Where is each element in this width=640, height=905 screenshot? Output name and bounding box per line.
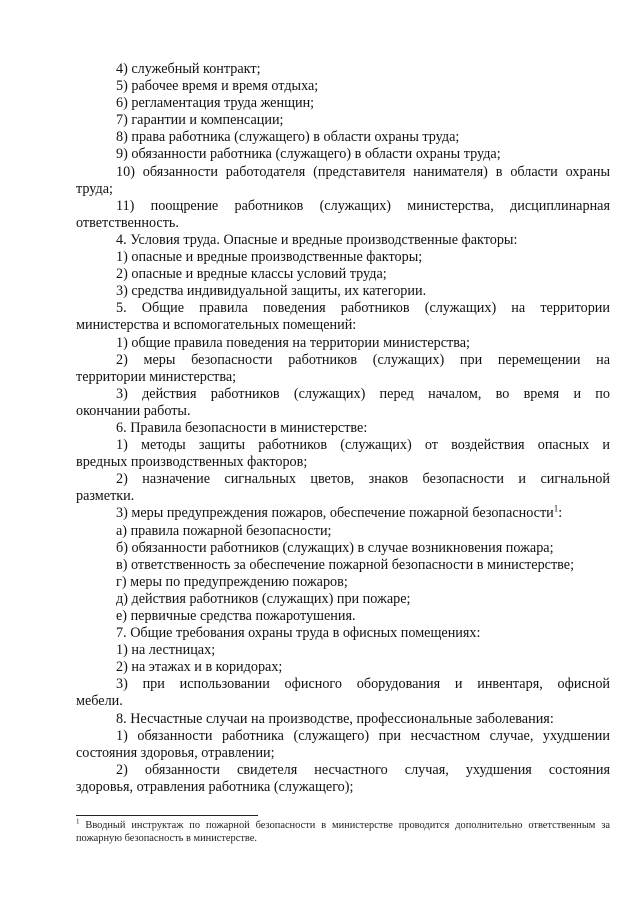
line-text: 5) рабочее время и время отдыха; bbox=[116, 78, 319, 95]
text-line bbox=[76, 249, 610, 266]
line-text: 10) обязанности работодателя (представителя нанимателя) в области охраны bbox=[116, 163, 610, 180]
line-text: разметки. bbox=[76, 488, 135, 505]
line-text: 2) опасные и вредные классы условий труда; bbox=[116, 266, 387, 283]
line-text: 9) обязанности работника (служащего) в области охраны труда; bbox=[116, 146, 501, 163]
line-text: в) ответственность за обеспечение пожарной безопасности в министерстве; bbox=[116, 556, 575, 573]
line-text: г) меры по предупреждению пожаров; bbox=[116, 573, 348, 590]
text-line bbox=[76, 352, 610, 369]
text-line bbox=[76, 420, 610, 437]
line-text: 3) меры предупреждения пожаров, обеспечение пожарной безопасности bbox=[116, 505, 554, 522]
text-line bbox=[76, 112, 610, 129]
text-line bbox=[76, 198, 610, 215]
footnote-marker: 1 bbox=[76, 817, 80, 826]
footnote-reference: 1 bbox=[553, 503, 559, 514]
text-line bbox=[76, 523, 610, 540]
line-text: 7. Общие требования охраны труда в офисных помещениях: bbox=[116, 625, 481, 642]
line-text: 6. Правила безопасности в министерстве: bbox=[116, 419, 368, 436]
line-text: территории министерства; bbox=[76, 368, 237, 385]
text-line bbox=[76, 488, 610, 505]
text-line bbox=[76, 471, 610, 488]
line-text: е) первичные средства пожаротушения. bbox=[116, 608, 356, 624]
text-line bbox=[76, 335, 610, 352]
text-line bbox=[76, 608, 610, 625]
line-text: 7) гарантии и компенсации; bbox=[116, 112, 284, 129]
line-text: 5. Общие правила поведения работников (служащих) на территории bbox=[116, 300, 610, 317]
line-text: 2) на этажах и в коридорах; bbox=[116, 659, 283, 676]
line-text: здоровья, отравления работника (служащего); bbox=[76, 778, 354, 795]
line-text: а) правила пожарной безопасности; bbox=[116, 522, 332, 539]
text-line bbox=[76, 591, 610, 608]
text-line bbox=[76, 232, 610, 249]
text-line bbox=[76, 745, 610, 762]
line-text: д) действия работников (служащих) при пожаре; bbox=[116, 590, 411, 607]
text-line bbox=[76, 266, 610, 283]
line-text: 11) поощрение работников (служащих) министерства, дисциплинарная bbox=[116, 197, 610, 214]
line-text: 1) опасные и вредные производственные факторы; bbox=[116, 249, 423, 266]
line-text: 1) общие правила поведения на территории министерства; bbox=[116, 334, 470, 351]
text-line bbox=[76, 146, 610, 163]
text-line bbox=[76, 215, 610, 232]
text-line bbox=[76, 300, 610, 317]
footnote bbox=[76, 819, 610, 845]
text-line bbox=[76, 95, 610, 112]
text-line bbox=[76, 317, 610, 334]
line-text: 2) меры безопасности работников (служащих) при перемещении на bbox=[116, 351, 610, 368]
footnote-text: Вводный инструктаж по пожарной безопасности в министерстве проводится дополнительно ответственным за пожарную безопасность в министерстве. bbox=[76, 820, 610, 844]
line-text: 1) обязанности работника (служащего) при несчастном случае, ухудшении bbox=[116, 727, 610, 744]
text-line bbox=[76, 181, 610, 198]
line-text: труда; bbox=[76, 180, 113, 197]
text-line bbox=[76, 437, 610, 454]
line-text: 3) действия работников (служащих) перед началом, во время и по bbox=[116, 385, 610, 402]
line-text: 2) назначение сигнальных цветов, знаков безопасности и сигнальной bbox=[116, 471, 610, 488]
text-line bbox=[76, 386, 610, 403]
text-line bbox=[76, 61, 610, 78]
text-line bbox=[76, 369, 610, 386]
text-line bbox=[76, 540, 610, 557]
text-line bbox=[76, 557, 610, 574]
text-line bbox=[76, 403, 610, 420]
text-line bbox=[76, 693, 610, 710]
text-line bbox=[76, 676, 610, 693]
line-text: вредных производственных факторов; bbox=[76, 454, 308, 471]
line-text: министерства и вспомогательных помещений: bbox=[76, 317, 357, 334]
line-text: 3) средства индивидуальной защиты, их категории. bbox=[116, 283, 427, 300]
text-line bbox=[76, 78, 610, 95]
footnote-separator bbox=[76, 815, 258, 816]
line-text: 8) права работника (служащего) в области охраны труда; bbox=[116, 129, 460, 146]
text-line bbox=[76, 283, 610, 300]
text-line bbox=[76, 625, 610, 642]
text-line bbox=[76, 505, 610, 522]
text-line bbox=[76, 711, 610, 728]
line-text: 4) служебный контракт; bbox=[116, 61, 261, 77]
text-line bbox=[76, 762, 610, 779]
line-text: 2) обязанности свидетеля несчастного случая, ухудшения состояния bbox=[116, 761, 610, 778]
text-line bbox=[76, 454, 610, 471]
line-text: ответственность. bbox=[76, 214, 179, 231]
line-text: состояния здоровья, отравлении; bbox=[76, 744, 275, 761]
text-line bbox=[76, 574, 610, 591]
text-line bbox=[76, 779, 610, 796]
line-text: 3) при использовании офисного оборудования и инвентаря, офисной bbox=[116, 676, 610, 693]
line-text: окончании работы. bbox=[76, 402, 191, 419]
text-line bbox=[76, 129, 610, 146]
text-line bbox=[76, 659, 610, 676]
document-body bbox=[76, 61, 610, 796]
line-text: 8. Несчастные случаи на производстве, профессиональные заболевания: bbox=[116, 710, 554, 727]
line-text-suffix: : bbox=[558, 505, 563, 522]
text-line bbox=[76, 642, 610, 659]
text-line bbox=[76, 164, 610, 181]
text-line bbox=[76, 728, 610, 745]
line-text: 1) на лестницах; bbox=[116, 642, 216, 659]
line-text: б) обязанности работников (служащих) в случае возникновения пожара; bbox=[116, 539, 554, 556]
line-text: 1) методы защиты работников (служащих) от воздействия опасных и bbox=[116, 437, 610, 454]
line-text: 4. Условия труда. Опасные и вредные производственные факторы: bbox=[116, 231, 518, 248]
line-text: мебели. bbox=[76, 693, 123, 710]
line-text: 6) регламентация труда женщин; bbox=[116, 95, 315, 112]
